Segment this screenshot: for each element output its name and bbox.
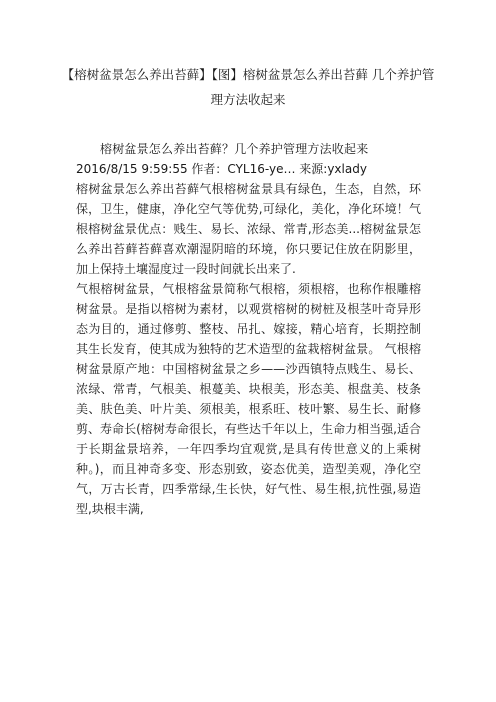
article-meta: 2016/8/15 9:59:55 作者：CYL16-ye… 来源:yxlady xyxy=(76,162,367,176)
article-subtitle: 榕树盆景怎么养出苔藓？几个养护管理方法收起来 xyxy=(100,142,369,156)
page-title: 【榕树盆景怎么养出苔藓】【图】榕树盆景怎么养出苔藓 几个养护管理方法收起来 xyxy=(61,67,435,107)
article-body xyxy=(76,139,421,519)
paragraph-intro: 榕树盆景怎么养出苔藓气根榕树盆景具有绿色，生态，自然，环保，卫生，健康，净化空气等优势,可绿化，美化，净化环境！气根榕树盆景优点：贱生、易长、浓绿、常青,形态美...榕树盆景怎么养出苔藓苔藓喜欢潮湿阴暗的环境，你只要记住放在阴影里，加上保持土壤湿度过一段时间就长出来了. xyxy=(76,182,421,276)
paragraph-main: 气根榕树盆景，气根榕盆景简称气根榕，须根榕，也称作根雕榕树盆景。是指以榕树为素材，以观赏榕树的树桩及根茎叶奇异形态为目的，通过修剪、整枝、吊扎、嫁接，精心培育，长期控制其生长发育，使其成为独特的艺术造型的盆栽榕树盆景。 气根榕树盆景原产地：中国榕树盆景之乡——沙西镇特点贱生、易长、浓绿、常青，气根美、根蔓美、块根美，形态美、根盘美、枝条美、肤色美、叶片美、须根美，根系旺、枝叶繁、易生长、耐修剪、寿命长(榕树寿命很长，有些达千年以上，生命力相当强,适合于长期盆景培养，一年四季均宜观赏,是具有传世意义的上乘树种。)，而且神奇多变、形态别致，姿态优美，造型美观，净化空气，万古长青，四季常绿,生长快，好气性、易生根,抗性强,易造型,块根丰满, xyxy=(76,282,421,516)
